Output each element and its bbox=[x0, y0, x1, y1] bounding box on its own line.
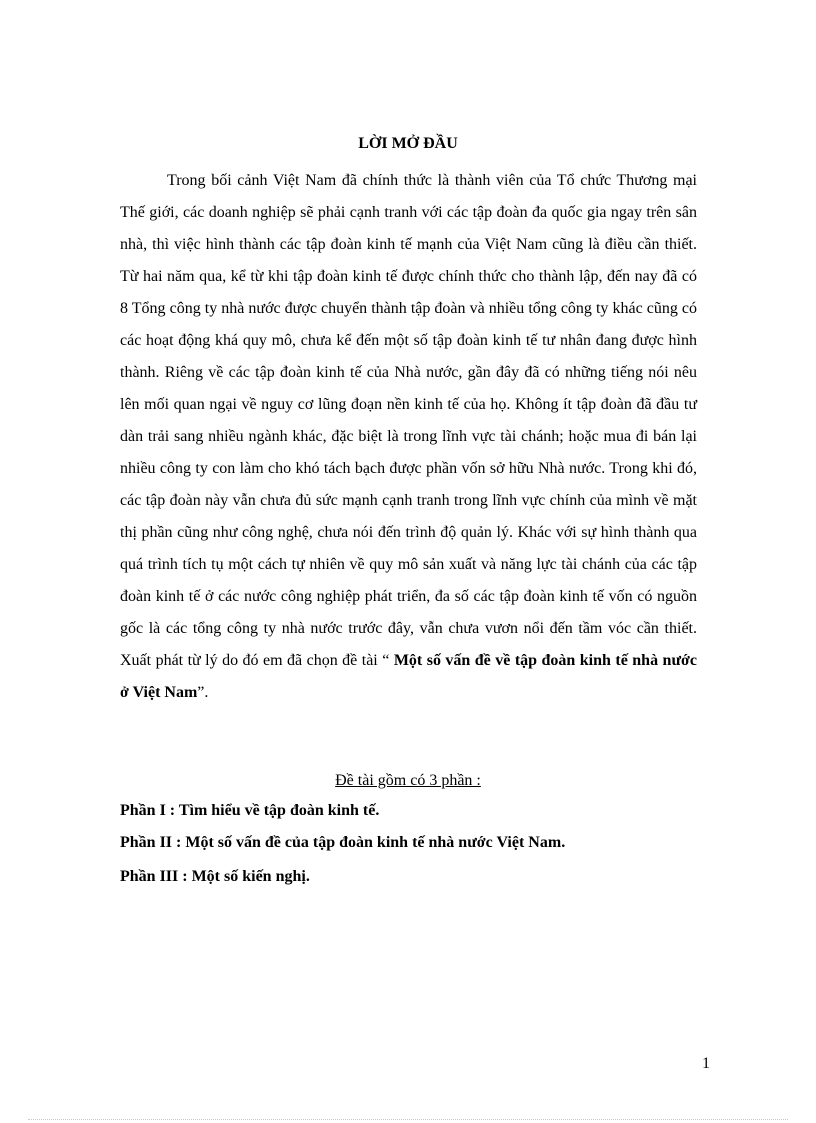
paragraph-end: ”. bbox=[197, 684, 209, 701]
part-3-item: Phần III : Một số kiến nghị. bbox=[120, 868, 310, 885]
page-title: LỜI MỞ ĐẦU bbox=[358, 135, 458, 152]
parts-heading: Đề tài gồm có 3 phần : bbox=[335, 772, 481, 789]
part-1-item: Phần I : Tìm hiểu về tập đoàn kinh tế. bbox=[120, 802, 380, 819]
page-number: 1 bbox=[702, 1055, 710, 1072]
paragraph-text: Trong bối cảnh Việt Nam đã chính thức là thành viên của Tổ chức Thương mại Thế giới, các doanh nghiệp sẽ phải cạnh tranh với các tập đoàn đa quốc gia ngay trên sân nhà, thì việc hình thành các tập đoàn kinh tế mạnh của Việt Nam cũng là điều cần thiết. Từ hai năm qua, kể từ khi tập đoàn kinh tế được chính thức cho thành lập, đến nay đã có 8 Tổng công ty nhà nước được chuyển thành tập đoàn và nhiều tổng công ty khác cũng có các hoạt động khá quy mô, chưa kể đến một số tập đoàn kinh tế tư nhân đang được hình thành. Riêng về các tập đoàn kinh tế của Nhà nước, gần đây đã có những tiếng nói nêu lên mối quan ngại về nguy cơ lũng đoạn nền kinh tế của họ. Không ít tập đoàn đã đầu tư dàn trải sang nhiều ngành khác, đặc biệt là trong lĩnh vực tài chánh; hoặc mua đi bán lại nhiều công ty con làm cho khó tách bạch được phần vốn sở hữu Nhà nước. Trong khi đó, các tập đoàn này vẫn chưa đủ sức mạnh cạnh tranh trong lĩnh vực chính của mình về mặt thị phần cũng như công nghệ, chưa nói đến trình độ quản lý. Khác với sự hình thành qua quá trình tích tụ một cách tự nhiên về quy mô sản xuất và năng lực tài chánh của các tập đoàn kinh tế ở các nước công nghiệp phát triển, đa số các tập đoàn kinh tế vốn có nguồn gốc là các tổng công ty nhà nước trước đây, vẫn chưa vươn nổi đến tầm vóc cần thiết. Xuất phát từ lý do đó em đã chọn đề tài “ bbox=[120, 172, 697, 669]
part-2-item: Phần II : Một số vấn đề của tập đoàn kinh tế nhà nước Việt Nam. bbox=[120, 834, 566, 851]
page-border-divider bbox=[28, 1119, 788, 1120]
introduction-paragraph bbox=[120, 165, 697, 709]
topic-title: Một số vấn đề về tập đoàn kinh tế nhà nước ở Việt Nam bbox=[120, 652, 698, 701]
